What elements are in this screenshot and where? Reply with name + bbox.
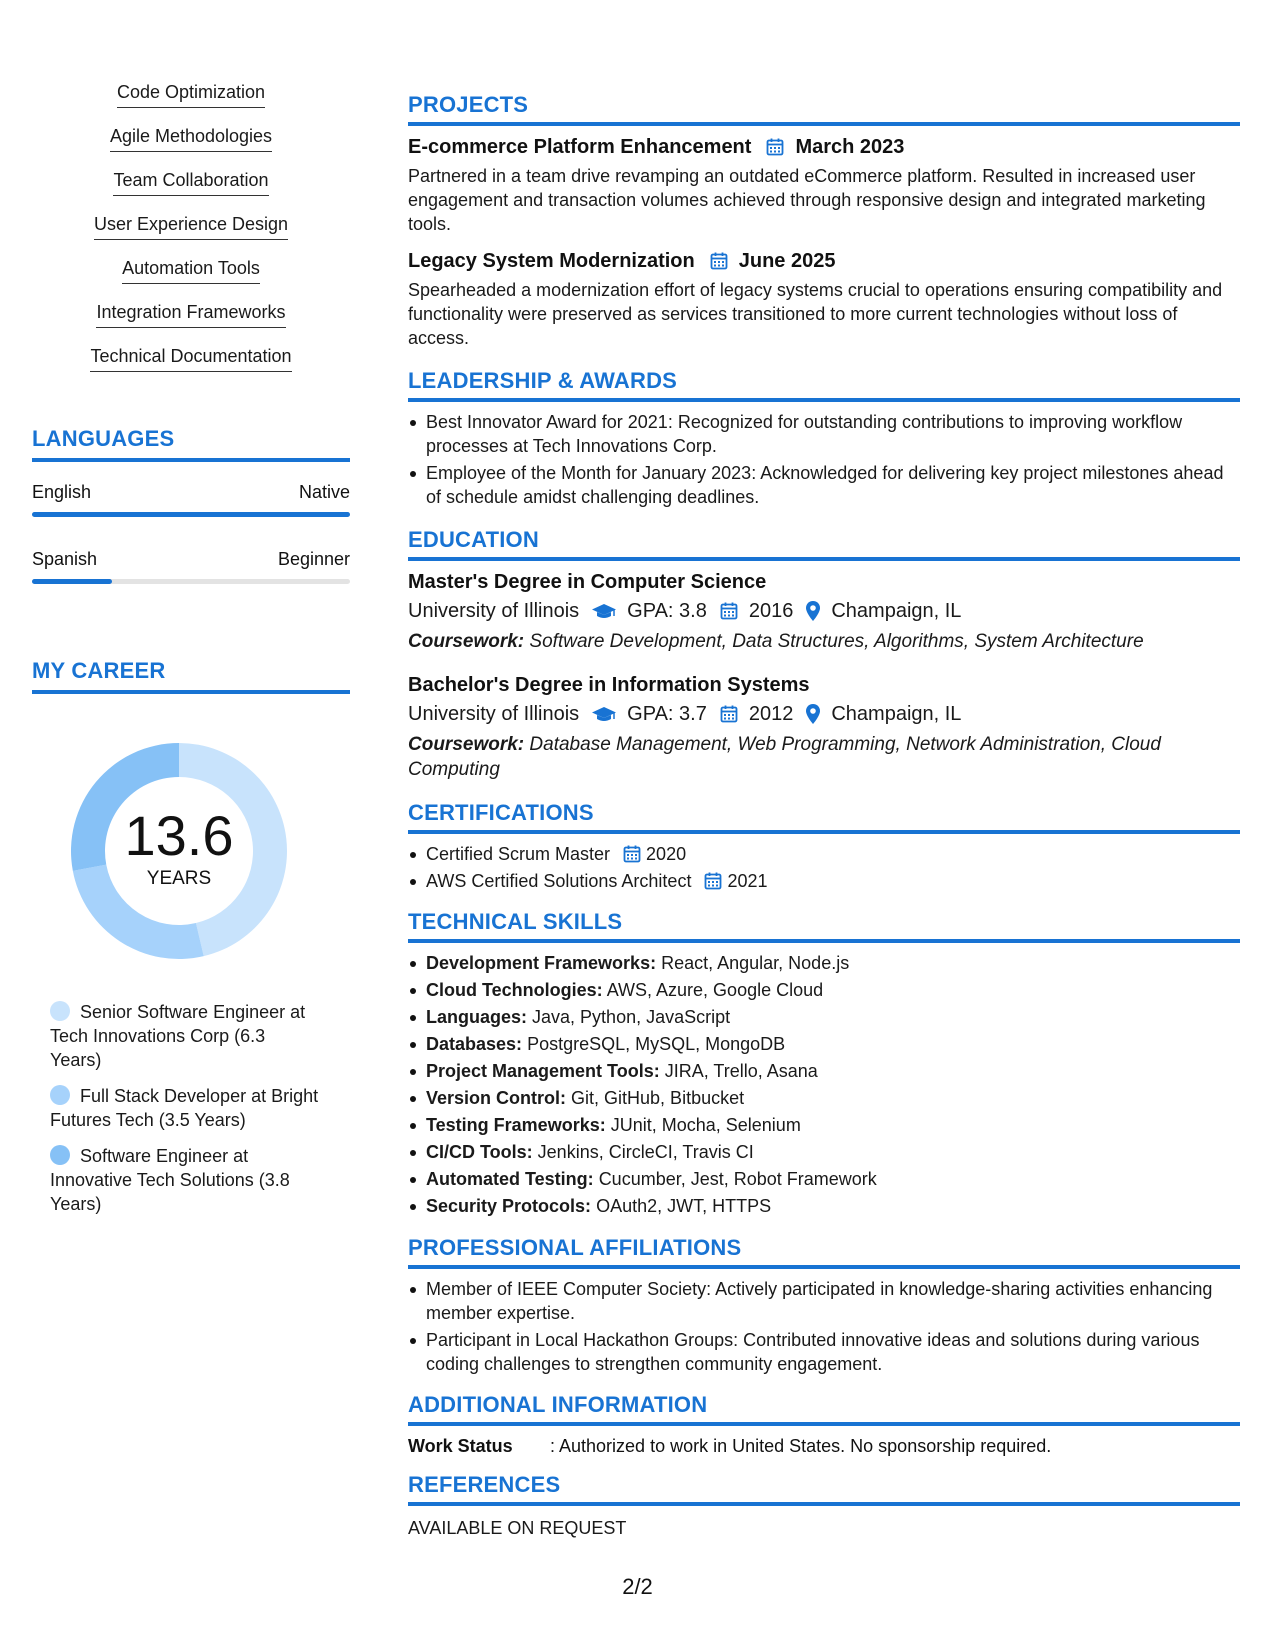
career-legend-item: [50, 1144, 320, 1216]
tech-skill-value: AWS, Azure, Google Cloud: [606, 980, 824, 1000]
work-status-row: [408, 1434, 1240, 1458]
location-pin-icon: [805, 600, 821, 622]
tech-skill-item: [408, 1194, 1240, 1219]
calendar-icon: [703, 871, 723, 891]
tech-skill-value: JUnit, Mocha, Selenium: [610, 1115, 801, 1135]
tech-skill-value: React, Angular, Node.js: [661, 953, 850, 973]
language-proficiency-bar: [32, 579, 350, 584]
education-item: [408, 569, 1240, 654]
tech-skill-value: PostgreSQL, MySQL, MongoDB: [527, 1034, 786, 1054]
languages-heading: LANGUAGES: [32, 426, 350, 462]
tech-skill-label: Cloud Technologies:: [426, 980, 603, 1000]
location-pin-icon: [805, 703, 821, 725]
coursework: [408, 629, 1240, 654]
certification-item: [408, 869, 1240, 893]
career-legend-label: Software Engineer at Innovative Tech Solutions (3.8 Years): [50, 1146, 290, 1214]
tech-skill-label: Testing Frameworks:: [426, 1115, 606, 1135]
leadership-section: [408, 368, 1240, 509]
project-date: March 2023: [795, 136, 905, 158]
tech-skill-item: [408, 1140, 1240, 1165]
references-section: [408, 1472, 1240, 1540]
tech-skill-item: [408, 1113, 1240, 1138]
career-legend: [50, 1000, 320, 1216]
language-proficiency-fill: [32, 512, 350, 517]
tech-skill-value: Cucumber, Jest, Robot Framework: [598, 1169, 877, 1189]
certification-year: 2021: [727, 871, 768, 891]
career-legend-label: Senior Software Engineer at Tech Innovations Corp (6.3 Years): [50, 1002, 306, 1070]
references-heading: REFERENCES: [408, 1472, 1240, 1506]
award-item: Best Innovator Award for 2021: Recognized for outstanding contributions to improving workflow processes at Tech Innovations Corp.: [408, 410, 1240, 458]
calendar-icon: [709, 251, 729, 271]
language-level: Native: [298, 482, 350, 502]
affiliation-item: Member of IEEE Computer Society: Actively participated in knowledge-sharing activities enhancing member expertise.: [408, 1277, 1240, 1325]
school-location: Champaign, IL: [831, 600, 962, 622]
skill-chip: Technical Documentation: [90, 344, 291, 372]
career-legend-label: Full Stack Developer at Bright Futures Tech (3.5 Years): [50, 1086, 319, 1130]
work-status-value: : Authorized to work in United States. No sponsorship required.: [550, 1436, 1052, 1456]
skill-chip: Agile Methodologies: [110, 124, 272, 152]
work-status-label: Work Status: [408, 1436, 513, 1456]
additional-info-heading: ADDITIONAL INFORMATION: [408, 1392, 1240, 1426]
project-description: Partnered in a team drive revamping an outdated eCommerce platform. Resulted in increased user engagement and transaction volumes achieved through responsive design and integrated marketing tools.: [408, 166, 1206, 234]
project-title: E-commerce Platform Enhancement: [408, 136, 752, 158]
tech-skill-item: [408, 1059, 1240, 1084]
coursework-label: Coursework:: [408, 734, 525, 755]
skill-chip: Integration Frameworks: [96, 300, 285, 328]
language-level: Beginner: [277, 549, 350, 569]
technical-skills-heading: TECHNICAL SKILLS: [408, 909, 1240, 943]
tech-skill-label: CI/CD Tools:: [426, 1142, 533, 1162]
skills-list: [32, 80, 350, 388]
legend-dot: [50, 1085, 70, 1105]
calendar-icon: [719, 601, 739, 621]
calendar-icon: [622, 844, 642, 864]
graduation-year: 2012: [748, 703, 794, 725]
tech-skill-item: [408, 1086, 1240, 1111]
career-heading: MY CAREER: [32, 658, 350, 694]
language-name: Spanish: [32, 549, 98, 569]
coursework-list: Software Development, Data Structures, Algorithms, System Architecture: [529, 631, 1144, 652]
tech-skill-value: JIRA, Trello, Asana: [664, 1061, 818, 1081]
certification-name: AWS Certified Solutions Architect: [426, 871, 692, 891]
donut-center: [64, 736, 294, 966]
coursework: [408, 732, 1240, 782]
tech-skill-item: [408, 1032, 1240, 1057]
tech-skill-label: Project Management Tools:: [426, 1061, 660, 1081]
page-number: 2/2: [622, 1574, 653, 1599]
additional-info-section: [408, 1392, 1240, 1458]
career-legend-item: [50, 1084, 320, 1132]
graduation-cap-icon: [591, 704, 617, 724]
project-description: Spearheaded a modernization effort of legacy systems crucial to operations ensuring compatibility and functionality were preserved as services transitioned to more current technologies without loss of access.: [408, 280, 1223, 348]
leadership-heading: LEADERSHIP & AWARDS: [408, 368, 1240, 402]
tech-skill-item: [408, 951, 1240, 976]
tech-skill-label: Version Control:: [426, 1088, 567, 1108]
tech-skill-item: [408, 1005, 1240, 1030]
certification-name: Certified Scrum Master: [426, 844, 611, 864]
education-heading: EDUCATION: [408, 527, 1240, 561]
legend-dot: [50, 1001, 70, 1021]
skill-chip: Team Collaboration: [113, 168, 268, 196]
right-column: [408, 92, 1240, 1552]
school-location: Champaign, IL: [831, 703, 962, 725]
tech-skill-item: [408, 978, 1240, 1003]
language-item: [32, 547, 350, 584]
technical-skills-section: [408, 909, 1240, 1219]
calendar-icon: [765, 137, 785, 157]
coursework-label: Coursework:: [408, 631, 525, 652]
education-item: [408, 672, 1240, 782]
gpa: GPA: 3.8: [627, 600, 707, 622]
tech-skill-label: Languages:: [426, 1007, 528, 1027]
project-item: [408, 134, 1240, 236]
project-title: Legacy System Modernization: [408, 250, 695, 272]
skill-chip: Automation Tools: [122, 256, 260, 284]
tech-skill-label: Databases:: [426, 1034, 523, 1054]
affiliations-heading: PROFESSIONAL AFFILIATIONS: [408, 1235, 1240, 1269]
tech-skill-value: Git, GitHub, Bitbucket: [571, 1088, 745, 1108]
references-text: AVAILABLE ON REQUEST: [408, 1518, 627, 1538]
tech-skill-value: Java, Python, JavaScript: [532, 1007, 731, 1027]
language-proficiency-fill: [32, 579, 112, 584]
projects-heading: PROJECTS: [408, 92, 1240, 126]
school-name: University of Illinois: [408, 600, 580, 622]
calendar-icon: [719, 704, 739, 724]
career-donut-chart: [64, 736, 294, 966]
skill-chip: User Experience Design: [94, 212, 288, 240]
projects-section: [408, 92, 1240, 350]
project-date: June 2025: [738, 250, 836, 272]
graduation-cap-icon: [591, 601, 617, 621]
coursework-list: Database Management, Web Programming, Network Administration, Cloud Computing: [408, 734, 1161, 780]
career-total-unit: YEARS: [146, 868, 212, 889]
degree-title: Bachelor's Degree in Information Systems: [408, 674, 810, 696]
career-section: [32, 658, 350, 1216]
legend-dot: [50, 1145, 70, 1165]
career-total-years: 13.6: [124, 804, 234, 867]
affiliations-section: [408, 1235, 1240, 1376]
award-item: Employee of the Month for January 2023: Acknowledged for delivering key project milestones ahead of schedule amidst challenging deadlines.: [408, 461, 1240, 509]
school-name: University of Illinois: [408, 703, 580, 725]
tech-skill-label: Development Frameworks:: [426, 953, 657, 973]
certification-item: [408, 842, 1240, 866]
left-column: [32, 80, 350, 1228]
language-proficiency-bar: [32, 512, 350, 517]
education-section: [408, 527, 1240, 782]
certification-year: 2020: [646, 844, 687, 864]
tech-skill-label: Security Protocols:: [426, 1196, 592, 1216]
career-legend-item: [50, 1000, 320, 1072]
graduation-year: 2016: [748, 600, 794, 622]
skill-chip: Code Optimization: [117, 80, 265, 108]
affiliation-item: Participant in Local Hackathon Groups: Contributed innovative ideas and solutions during various coding challenges to strengthen community engagement.: [408, 1328, 1240, 1376]
certifications-heading: CERTIFICATIONS: [408, 800, 1240, 834]
language-name: English: [32, 482, 92, 502]
tech-skill-value: Jenkins, CircleCI, Travis CI: [537, 1142, 754, 1162]
degree-title: Master's Degree in Computer Science: [408, 571, 767, 593]
tech-skill-item: [408, 1167, 1240, 1192]
tech-skill-value: OAuth2, JWT, HTTPS: [596, 1196, 772, 1216]
gpa: GPA: 3.7: [627, 703, 707, 725]
languages-section: [32, 426, 350, 584]
certifications-section: [408, 800, 1240, 893]
tech-skill-label: Automated Testing:: [426, 1169, 594, 1189]
language-item: [32, 480, 350, 517]
project-item: [408, 248, 1240, 350]
